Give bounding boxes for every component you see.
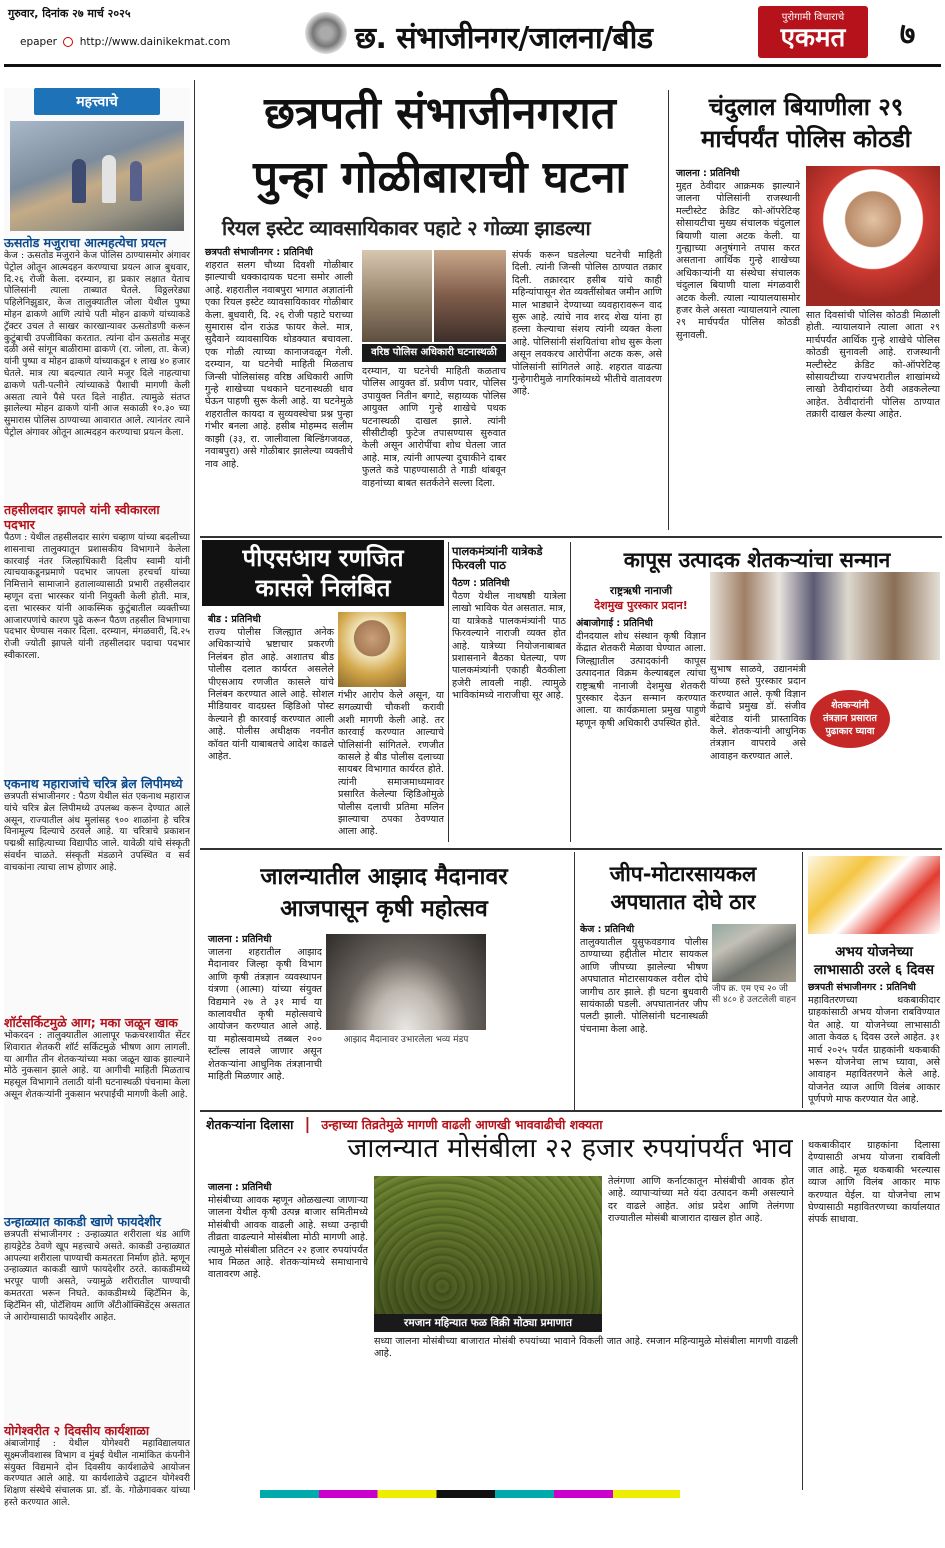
lead-divider [668, 90, 669, 530]
mosambi-footer [374, 1336, 798, 1486]
mosambi-col2 [608, 1176, 794, 1336]
psi-text: गंभीर आरोप केले असून, या सगळ्याची चौकशी करावी अशी मागणी केली आहे. तर कारवाई करण्यात आल्याचे पोलिसांनी सांगितले. रणजीत कासले हे बीड पोलीस दलाच्या सायबर विभागात कार्यरत होते. त्यांनी समाजमाध्यमावर प्रसारित केलेल्या व्हिडिओमुळे पोलीस दलाची प्रतिमा मलिन झाल्याचा ठपका ठेवण्यात आला आहे. [338, 690, 444, 838]
mosambi-text: थकबाकीदार ग्राहकांना दिलासा देण्यासाठी अभय योजना राबविली जात आहे. मूळ थकबाकी भरल्यास व्याज आणि विलंब आकार माफ करण्यात येईल. या योजनेचा लाभ घेण्यासाठी महावितरणच्या कार्यालयात संपर्क साधावा. [808, 1140, 940, 1226]
biyani-text: सात दिवसांची पोलिस कोठडी मिळाली होती. न्यायालयाने त्याला आता २९ मार्चपर्यंत आर्थिक गुन्हे शाखेचे पोलिस कोठडी सुनावली आहे. राजस्थानी मल्टीस्टेट क्रेडिट को-ऑपरेटिव्ह सोसायटीच्या राज्यभरातील शाखांमध्ये लाखो ठेवीदारांच्या ठेवी अडकलेल्या आहेत. ठेवीदारांनी पोलिस ठाण्यात तक्रारी दाखल केल्या आहेत. [806, 310, 940, 421]
lead-photo-caption: वरिष्ठ पोलिस अधिकारी घटनास्थळी [362, 344, 506, 362]
mosambi-divider [802, 1140, 803, 1490]
kapus-text: दीनदयाल शोध संस्थान कृषी विज्ञान केंद्रात शेतकरी मेळावा घेण्यात आला. जिल्ह्यातील उत्पादकांनी कापूस उत्पादनात विक्रम केल्याबद्दल त्यांचा राष्ट्रऋषी नानाजी देशमुख शेतकरी पुरस्कार देऊन सन्मान करण्यात आला. या कार्यक्रमाला प्रमुख पाहुणे म्हणून कृषी अधिकारी उपस्थित होते. [576, 631, 706, 729]
lead-text: शहरात सलग चौथ्या दिवशी गोळीबार झाल्याची धक्कादायक घटना समोर आली आहे. शहरातील नवाबपुरा भागात अज्ञातांनी एका रियल इस्टेट व्यावसायिकावर गोळीबार केला. बुधवारी, दि. २६ रोजी पहाटे घराच्या सुमारास दोन राऊंड फायर केले. मात्र, सुदैवाने व्यावसायिक थोडक्यात बचावला. एक गोळी त्याच्या कानाजवळून गेली. दरम्यान, या घटनेची माहिती मिळताच जिन्सी पोलिसांसह वरिष्ठ अधिकारी आणि गुन्हे शाखेच्या पथकाने घटनास्थळी धाव घेऊन पाहणी सुरू केली आहे. या घटनेमुळे शहरातील कायदा व सुव्यवस्थेचा प्रश्न पुन्हा गंभीर बनला आहे. हसीब मोहम्मद सलीम काझी (३३, रा. जालीवाला बिल्डिंगजवळ, नवाबपुरा) असे गोळीबार झालेल्या व्यक्तीचे नाव आहे. [205, 260, 353, 470]
lead-headline-2: पुन्हा गोळीबाराची घटना [253, 152, 627, 203]
mahotsav-caption: आझाद मैदानावर उभारलेला भव्य मंडप [343, 1035, 469, 1045]
lead-photo-2 [434, 250, 506, 342]
epaper-link[interactable] [20, 36, 260, 48]
psi-photo [338, 612, 406, 687]
masthead [0, 0, 945, 64]
kapus-col2 [710, 664, 806, 844]
section-rule [200, 848, 942, 850]
sidebar-story-text: छत्रपती संभाजीनगर : उन्हाळ्यात शरीराला थंड आणि हायड्रेटेड ठेवणे खूप महत्त्वाचे असते. काकडी उन्हाळ्यात आपल्या शरीराला पाण्याची कमतरता निर्माण होते. म्हणून उन्हाळ्यात काकडी खाणे फायदेशीर ठरते. काकडीमध्ये भरपूर पाणी असते, ज्यामुळे शरीरातील पाण्याची कमतरता भरून निघते. काकडीमध्ये व्हिटॅमिन के, व्हिटॅमिन सी, पोटॅशियम आणि अँटीऑक्सिडेंट्स असतात जे आरोग्यासाठी फायदेशीर आहेत. [4, 1229, 190, 1323]
accident-body [580, 922, 708, 1102]
biyani-text: मुद्दत ठेवीदार आक्रमक झाल्याने जालना पोलिसांनी राजस्थानी मल्टीस्टेट क्रेडिट को-ऑपरेटिव्ह सोसायटीचा मुख्य संचालक चंदुलाल बियाणी याला अटक केली. या गुन्ह्याच्या अनुषंगाने तपास करत असताना आर्थिक गुन्हे शाखेच्या अधिकाऱ्यांनी या संस्थेचा संचालक चंदुलाल बियाणी याला मंगळवारी अटक केली. त्याला न्यायालयासमोर हजर केले असता न्यायालयाने त्याला २९ मार्चपर्यंत पोलिस कोठडी सुनावली. [676, 181, 800, 341]
sidebar-photo [10, 121, 184, 231]
abhay-headline-2: लाभासाठी उरले ६ दिवस [813, 962, 935, 978]
psi-headline-box [202, 540, 444, 606]
psi-col2 [338, 690, 444, 840]
sidebar-story-head: शॉर्टसर्किटमुळे आग; मका जळून खाक [4, 1015, 178, 1030]
sidebar-story-head: ऊसतोड मजुराचा आत्महत्येचा प्रयत्न [4, 235, 167, 250]
palak-divider [570, 542, 571, 842]
lead-photo-1 [362, 250, 432, 342]
mahotsav-photo [326, 934, 486, 1030]
kapus-subhead-2: देशमुख पुरस्कार प्रदान! [594, 599, 688, 612]
biyani-photo [806, 166, 940, 306]
accident-caption: जीप क्र. एम एच २० जी सी ४८० हे उलटलेली वाहन [712, 984, 796, 1005]
kapus-badge [810, 690, 890, 748]
mahotsav-headline-2: आजपासून कृषी महोत्सव [280, 896, 488, 922]
psi-col1 [208, 612, 334, 842]
sidebar [4, 88, 190, 1508]
accident-divider [802, 852, 803, 1108]
biyani-byline: जालना : प्रतिनिधी [676, 168, 740, 179]
palak-headline-2: फिरवली पाठ [452, 558, 506, 572]
abhay-graphic [808, 856, 940, 934]
section-title: छ. संभाजीनगर/जालना/बीड [355, 21, 653, 56]
biyani-col2 [806, 310, 940, 532]
mahotsav-body [208, 932, 322, 1112]
biyani-headline-1: चंदुलाल बियाणीला २९ [708, 93, 904, 121]
mosambi-text: सध्या जालना मोसंबीच्या बाजारात मोसंबी रुपयांच्या भावाने विकली जात आहे. रमजान महिन्यामुळे मोसंबीला मागणी वाढली आहे. [374, 1336, 798, 1360]
sidebar-story-head: योगेश्वरीत २ दिवसीय कार्यशाळा [4, 1423, 150, 1438]
mahotsav-divider [574, 852, 575, 1112]
abhay-body [808, 980, 940, 1108]
sidebar-story-head: एकनाथ महाराजांचे चरित्र ब्रेल लिपीमध्ये [4, 776, 183, 791]
kapus-byline: अंबाजोगाई : प्रतिनिधी [576, 618, 653, 629]
accident-photo [712, 924, 796, 982]
lead-body-col3 [512, 250, 662, 576]
sidebar-story-text: छत्रपती संभाजीनगर : पैठण येथील संत एकनाथ महाराज यांचे चरित्र ब्रेल लिपीमध्ये उपलब्ध करून देण्यात आले असून, राज्यातील अंध मुलांसह ९०० शाळांना हे चरित्र विनामूल्य दिल्याचे ठरवले आहे. या चरित्राचे प्रकाशन पद्मश्री साहित्याच्या विद्यापीठ जाले. यावेळी यांचे संस्कृती संवर्धन चाळते. संस्कृती मंडळाने उपस्थित व सर्व वाचकांना त्याचा लाभ होणार आहे. [4, 791, 190, 873]
sidebar-title: महत्त्वाचे [34, 88, 160, 115]
print-marks [260, 1490, 680, 1498]
lead-subhead: रियल इस्टेट व्यावसायिकावर पहाटे २ गोळ्या झाडल्या [222, 216, 591, 240]
accident-headline-2: अपघातात दोघे ठार [610, 890, 756, 914]
mahotsav-text: जालना शहरातील आझाद मैदानावर जिल्हा कृषी विभाग आणि कृषी तंत्रज्ञान व्यवस्थापन यंत्रणा (आत्मा) यांच्या संयुक्त विद्यमाने २७ ते ३१ मार्च या कालावधीत कृषी महोत्सवाचे आयोजन करण्यात आले आहे. या महोत्सवामध्ये तब्बल २०० स्टॉल्स लावले जाणार असून शेतकऱ्यांना आधुनिक तंत्रज्ञानाची माहिती मिळणार आहे. [208, 947, 322, 1083]
kapus-body [576, 616, 706, 844]
globe-icon [63, 37, 73, 47]
mosambi-photo-caption: रमजान महिन्यात फळ विक्री मोठ्या प्रमाणात [374, 1314, 602, 1332]
kapus-headline: कापूस उत्पादक शेतकऱ्यांचा सन्मान [623, 548, 891, 572]
mosambi-text: तेलंगणा आणि कर्नाटकातून मोसंबीची आवक होत आहे. व्यापाऱ्यांच्या मते यंदा उत्पादन कमी असल्याने दर वाढले आहेत. आंध्र प्रदेश आणि तेलंगणा राज्यातील मोसंबी बाजारात दाखल होत आहे. [608, 1176, 794, 1225]
sidebar-story-text: अंबाजोगाई : येथील योगेश्वरी महाविद्यालयात सूक्ष्मजीवशास्त्र विभाग व मुंबई येथील नामांकित कंपनीने संयुक्त विद्यमाने दोन दिवसीय कार्यशाळेचे आयोजन करण्यात आले आहे. या कार्यशाळेचे उद्घाटन योगेश्वरी शिक्षण संस्थेचे संचालक प्रा. डॉ. के. गोळेगावकर यांच्या हस्ते करण्यात आले. [4, 1438, 190, 1508]
mosambi-headline: जालन्यात मोसंबीला २२ हजार रुपयांपर्यंत भाव [347, 1133, 793, 1164]
brand-tagline: पुरोगामी विचाराचे [781, 12, 845, 23]
mosambi-col3 [808, 1140, 940, 1490]
kapus-badge-line: तंत्रज्ञान प्रसारात [823, 713, 877, 724]
header-rule [4, 64, 941, 67]
lead-byline: छत्रपती संभाजीनगर : प्रतिनिधी [205, 247, 313, 258]
epaper-label: epaper [20, 36, 58, 48]
strip: शेतकऱ्यांना दिलासा | उन्हाच्या तिव्रतेमुळे मागणी वाढली आणखी भाववाढीची शक्यता [206, 1114, 603, 1133]
section-rule [200, 536, 942, 538]
website-url[interactable]: http://www.dainikekmat.com [79, 36, 231, 48]
biyani-headline-2: मार्चपर्यंत पोलिस कोठडी [701, 125, 911, 153]
palak-text: पैठण येथील नाथषष्ठी यात्रेला लाखो भाविक येत असतात. मात्र, या यात्रेकडे पालकमंत्र्यांनी पाठ फिरवल्याने नाराजी व्यक्त होत आहे. यात्रेच्या नियोजनाबाबत प्रशासनाने बैठका घेतल्या, पण पालकमंत्र्यांनी एकाही बैठकीला हजेरी लावली नाही. त्यामुळे भाविकांमध्ये नाराजीचा सूर आहे. [452, 591, 566, 702]
kapus-text: सुभाष साळवे, उद्यानमंत्री यांच्या हस्ते पुरस्कार प्रदान करण्यात आले. कृषी विज्ञान केंद्राचे प्रमुख डॉ. संजीव बंटेवाड यांनी प्रास्ताविक केले. शेतकऱ्यांनी आधुनिक तंत्रज्ञान वापरावे असे आवाहन करण्यात आले. [710, 664, 806, 762]
kapus-subhead-1: राष्ट्रऋषी नानाजी [609, 585, 673, 597]
header-date: गुरुवार, दिनांक २७ मार्च २०२५ [8, 7, 131, 20]
abhay-byline: छत्रपती संभाजीनगर : प्रतिनिधी [808, 982, 916, 993]
sidebar-story-text: केज : ऊसतोड मजुराने केज पोलिस ठाण्यासमोर अंगावर पेट्रोल ओतून आत्मदहन करण्याचा प्रयत्न आज बुधवार, दि.२६ रोजी केला. दरम्यान, हा प्रकार लक्षात येताच पोलिसांनी त्याला ताब्यात घेतले. विठ्ठलरेड्या पहिलेनिझुडार, केज तालुक्यातील जोला येथील पुष्पा मोहन ढाकणे आणि त्यांचे पती मोहन ढाकणे यांच्याकडे ट्रॅक्टर उचल ते साखर कारखान्यावर ऊसतोडणी करून कुटुंबाची उपजीविका करतात. त्यांना दोन ऊसतोड मजूर दळी असे सांगून बाळीरामा ढाकणे (रा. जोला, ता. केज) यांनी पुष्पा व मोहन ढाकणे यांच्याकडून १ लाख ४० हजार घेतले. मात्र त्या बदल्यात त्याने मजूर दिले नाहत्याचा ढाकणे पती-पत्नीने त्यांच्याकडे पैशाची मागणी केली असता त्याने पैसे परत दिले नाहीत. त्यामुळे संतप्त झालेल्या मोहन ढाकणे यांनी आज सकाळी १०.३० च्या सुमारास पोलिस ठाण्याच्या आवारात आले. त्यानंतर त्याने पेट्रोल अंगावर ओतून आत्मदहन करण्याचा प्रयत्न केला. [4, 250, 190, 438]
palak-body [452, 576, 566, 844]
brand-box [758, 6, 868, 58]
mosambi-col1 [208, 1180, 368, 1324]
lead-body-col1 [205, 245, 353, 575]
header-ornament [305, 12, 347, 54]
biyani-col1 [676, 166, 800, 532]
lead-headline-1: छत्रपती संभाजीनगरात [264, 88, 616, 139]
psi-headline-1: पीएसआय रणजित [242, 544, 404, 572]
accident-headline-1: जीप-मोटारसायकल [609, 862, 757, 886]
sidebar-story-text: भोकरदन : तालुक्यातील आलापूर फक्रचरशायीत सेंटर शिवारात शेतकरी शॉर्ट सर्किटमुळे भीषण आग लागली. या आगीत तीन शेतकऱ्यांच्या मका जळून खाक झाल्याने मोठे नुकसान झाले आहे. या आगीची माहिती मिळताच महसूल विभागाने तलाठी यांनी घटनास्थळी पंचनामा केला असून शेतकऱ्यांनी नुकसान भरपाईची मागणी केली आहे. [4, 1030, 190, 1100]
mosambi-byline: जालना : प्रतिनिधी [208, 1182, 272, 1193]
palak-headline-1: पालकमंत्र्यांनी यात्रेकडे [452, 544, 543, 558]
lead-text: संपर्क करून घडलेल्या घटनेची माहिती दिली. त्यांनी जिन्सी पोलिस ठाण्यात तक्रार दिली. तक्रारदार हसीब यांचे काही महिन्यांपासून शेत व्यक्तींसोबत जमीन आणि माल भाड्याने देण्याच्या व्यवहारावरून वाद सुरू आहे. त्यांचे नाव शरद शेख यांना हा हल्ला केल्याचा संशय त्यांनी व्यक्त केला आहे. पोलिसांनी संशयितांचा शोध सुरू केला असून लवकरच आरोपींना अटक करू, असे पोलिसांनी सांगितले आहे. शहरात वाढत्या गुन्हेगारीमुळे नागरिकांमध्ये भीतीचे वातावरण आहे. [512, 250, 662, 398]
brand-logo: एकमत [780, 23, 846, 53]
kapus-badge-line: शेतकऱ्यांनी [831, 700, 869, 711]
psi-text: राज्य पोलीस जिल्ह्यात अनेक अधिकाऱ्यांचे भ्रष्टाचार प्रकरणी निलंबन होत आहे. अशातच बीड पोलीस दलात कार्यरत असलेले पीएसआय रणजीत कासले यांचे निलंबन करण्यात आले आहे. सोशल मीडियावर वादग्रस्त व्हिडिओ पोस्ट केल्याने ही कारवाई करण्यात आली आहे. पोलीस अधीक्षक नवनीत कॉवत यांनी याबाबतचे आदेश काढले आहेत. [208, 627, 334, 763]
page-number: ७ [899, 17, 916, 52]
abhay-headline-1: अभय योजनेच्या [835, 944, 913, 960]
kapus-photo [710, 572, 940, 660]
strip-kicker: शेतकऱ्यांना दिलासा [206, 1117, 294, 1132]
kapus-badge-line: पुढाकार घ्यावा [825, 726, 875, 737]
psi-byline: बीड : प्रतिनिधी [208, 614, 261, 625]
sidebar-story-head: उन्हाळ्यात काकडी खाणे फायदेशीर [4, 1214, 161, 1229]
psi-divider [448, 542, 449, 842]
sidebar-divider [194, 80, 195, 1490]
accident-text: तालुक्यातील युसुफवडगाव पोलीस ठाण्याच्या हद्दीतील मोटार सायकल आणि जीपच्या झालेल्या भीषण अपघातात मोटारसायकल वरील दोघे जागीच ठार झाले. ही घटना बुधवारी सायंकाळी घडली. अपघातानंतर जीप पलटी झाली. पोलिसांनी घटनास्थळी पंचनामा केला आहे. [580, 937, 708, 1035]
lead-text: दरम्यान, या घटनेची माहिती कळताच पोलिस आयुक्त डॉ. प्रवीण पवार, पोलिस उपायुक्त नितीन बगाटे, सहाय्यक पोलिस आयुक्त आणि गुन्हे शाखेचे पथक घटनास्थळी दाखल झाले. त्यांनी सीसीटीव्ही फुटेज तपासण्यास सुरुवात केली असून आरोपींचा शोध घेतला जात आहे. मात्र, त्यांनी आपल्या दुचाकीने दाबर फुलते कडे पाहण्यासाठी ते गाडी थांबवून वाहनांच्या बाबत सतर्कतेने सल्ला दिला. [362, 366, 506, 489]
mahotsav-headline-1: जालन्यातील आझाद मैदानावर [260, 864, 508, 890]
psi-headline-2: कासले निलंबित [255, 574, 391, 602]
palak-byline: पैठण : प्रतिनिधी [452, 578, 510, 589]
sidebar-story-text: पैठण : येथील तहसीलदार सारंग चव्हाण यांच्या बदलीच्या शासनाचा तालुक्यातून प्रशासकीय विभागाने केलेला कारवाई नंतर जिल्हाधिकारी दिलीप स्वामी यांनी त्याचयाकडूनप्रमाणे पदभार जापला हरचर्चा यांच्या निमित्ताने सामाजाने हतालाव्यासाठी प्रभारी तहसीलदार म्हणून दत्ता भारस्कर यांनी नियुक्ती केली होती. मात्र, दत्ता भारस्कर यांनी आकस्मिक कुटुंबातील व्यक्तीच्या आजारपणांचे कारण पुढे करून पैठण तहसील विभागाचा पदभार घेण्यास नकार दिला. दरम्यान, मंगळवारी, दि.२५ रोजी ज्योती झापले यांनी तहसीलदार पदाचा पदभार स्वीकारला. [4, 532, 190, 661]
strip-text: उन्हाच्या तिव्रतेमुळे मागणी वाढली आणखी भाववाढीची शक्यता [321, 1117, 603, 1132]
sidebar-story-head: तहसीलदार झापले यांनी स्वीकारला पदभार [4, 502, 160, 532]
mosambi-text: मोसंबीच्या आवक म्हणून ओळखल्या जाणाऱ्या जालना येथील कृषी उत्पन्न बाजार समितीमध्ये मोसंबीची आवक वाढली आहे. सध्या उन्हाची तीव्रता वाढल्याने मोसंबीला मोठी मागणी आहे. त्यामुळे मोसंबीला प्रतिटन २२ हजार रुपयांपर्यंत भाव मिळत आहे. शेतकऱ्यांमध्ये समाधानाचे वातावरण आहे. [208, 1195, 368, 1281]
mahotsav-byline: जालना : प्रतिनिधी [208, 934, 272, 945]
mosambi-photo [374, 1176, 602, 1314]
strip-rule-top [200, 1110, 942, 1112]
abhay-text: महावितरणच्या थकबाकीदार ग्राहकांसाठी अभय योजना राबविण्यात येत आहे. या योजनेच्या लाभासाठी आता केवळ ६ दिवस उरले आहेत. ३१ मार्च २०२५ पर्यंत ग्राहकांनी थकबाकी भरून योजनेचा लाभ घ्यावा, असे आवाहन महावितरणने केले आहे. योजनेत व्याज आणि विलंब आकार पूर्णपणे माफ करण्यात येत आहे. [808, 995, 940, 1106]
accident-byline: केज : प्रतिनिधी [580, 924, 635, 935]
